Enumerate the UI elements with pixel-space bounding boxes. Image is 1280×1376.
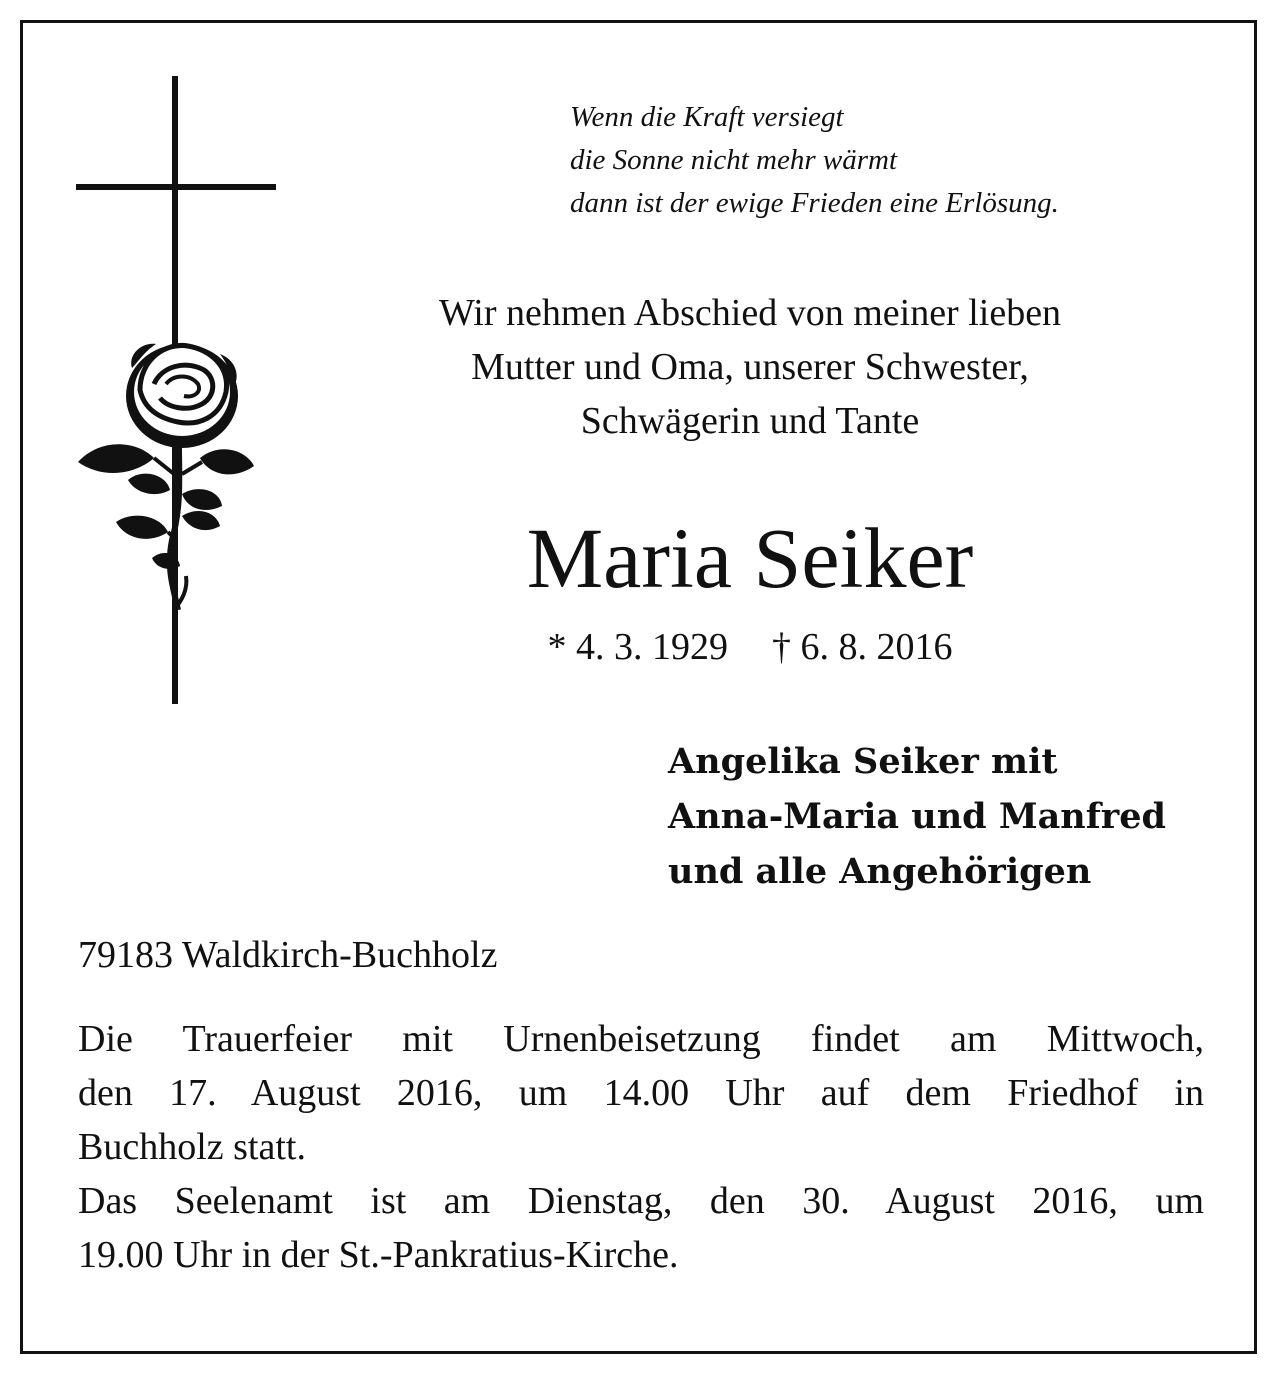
poem-line: Wenn die Kraft versiegt [570,101,844,133]
cross-with-rose-icon [70,70,290,710]
deceased-name: Maria Seiker [526,510,974,606]
service-details [78,1012,1204,1282]
place: 79183 Waldkirch-Buchholz [78,934,498,976]
life-dates [320,620,1180,674]
intro-line: Wir nehmen Abschied von meiner lieben [438,292,1062,334]
poem [570,96,1059,225]
intro-text [320,286,1180,448]
intro-line: Schwägerin und Tante [580,400,920,442]
details-line: Das Seelenamt ist am Dienstag, den 30. August 2016, um [78,1180,1204,1222]
mourner-line: Anna-Maria und Manfred [668,796,1166,837]
intro-line: Mutter und Oma, unserer Schwester, [471,346,1029,388]
poem-line: die Sonne nicht mehr wärmt [570,144,898,176]
mourner-line: und alle Angehörigen [668,851,1092,892]
details-line: Die Trauerfeier mit Urnenbeisetzung findet am Mittwoch, [78,1018,1204,1060]
mourners [668,734,1166,899]
details-line: den 17. August 2016, um 14.00 Uhr auf dem Friedhof in [78,1072,1204,1114]
poem-line: dann ist der ewige Frieden eine Erlösung. [570,187,1059,219]
details-line: Buchholz statt. [78,1126,306,1168]
death-date: † 6. 8. 2016 [772,626,953,668]
details-line: 19.00 Uhr in der St.-Pankratius-Kirche. [78,1234,679,1276]
birth-date: * 4. 3. 1929 [547,626,728,668]
mourner-line: Angelika Seiker mit [668,741,1058,782]
